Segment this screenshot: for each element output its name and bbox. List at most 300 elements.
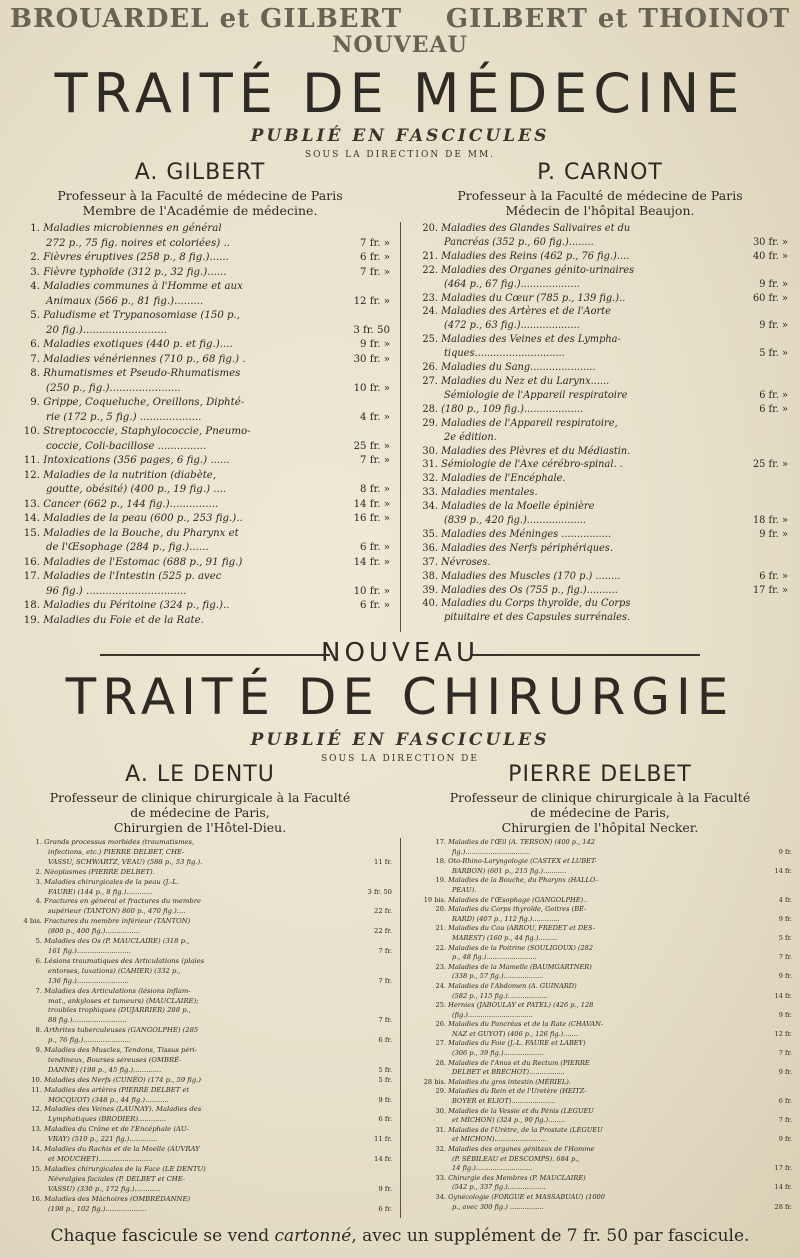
item-text: Névralgies faciales (P. DELBET et CHE- <box>48 1174 186 1183</box>
item-text: Arthrites tuberculeuses (GANGOLPHE) (285 <box>42 1026 199 1035</box>
item-text: Lésions traumatiques des Articulations (plaies <box>42 956 205 965</box>
medecine-right-director: P. CARNOT <box>537 160 663 185</box>
item-text: Maladies de l'Intestin (525 p. avec <box>40 571 222 582</box>
item-number: 26. <box>435 1020 446 1029</box>
item-text: Maladies du Crâne et de l'Encéphale (AU- <box>42 1125 189 1134</box>
medecine-list-left <box>12 222 390 628</box>
item-price: 9 fr. » <box>759 320 788 332</box>
list-item-line <box>410 417 788 431</box>
item-text: Maladies de la peau (600 p., 253 fig.).. <box>40 513 243 524</box>
list-item-line <box>12 382 390 397</box>
item-price: 4 fr. <box>778 895 792 904</box>
item-number: 6. <box>30 339 40 350</box>
item-text: VASSU, SCHWARTZ, VEAU) (588 p., 53 fig.). <box>48 857 203 866</box>
list-item <box>406 1145 792 1174</box>
list-item <box>410 361 788 375</box>
list-item-line <box>410 278 788 292</box>
item-number: 30. <box>435 1106 446 1115</box>
list-item <box>8 917 392 937</box>
item-price: 9 fr. <box>778 1068 792 1077</box>
list-item <box>410 570 788 584</box>
item-text: BOYER et ELIOT)..................... <box>452 1097 556 1106</box>
item-text: Maladies de l'Urètre, de la Prostate (LEGUEU <box>446 1125 603 1134</box>
item-price: 60 fr. » <box>752 292 788 304</box>
list-item-line <box>410 458 788 472</box>
item-price: 30 fr. » <box>752 236 788 248</box>
list-item-line <box>410 292 788 306</box>
list-item-line <box>406 972 792 982</box>
list-item-line <box>8 1036 392 1046</box>
list-item-line <box>12 483 390 498</box>
list-item <box>12 425 390 454</box>
list-item-line <box>410 431 788 445</box>
item-number: 26. <box>422 362 438 374</box>
list-item <box>410 417 788 445</box>
item-number: 25. <box>422 334 438 346</box>
list-item-line <box>410 486 788 500</box>
list-item-line <box>8 897 392 907</box>
item-text: (542 p., 337 fig.).................. <box>452 1183 546 1192</box>
item-text: MAREST) (160 p., 44 fig.)......... <box>452 933 558 942</box>
list-item-line <box>12 440 390 455</box>
item-text: Grippe, Coqueluche, Oreillons, Diphté- <box>40 397 245 408</box>
item-text: Maladies des Plèvres et du Médiastin. <box>438 445 631 457</box>
list-item-line <box>8 1205 392 1215</box>
item-number: 7. <box>35 986 42 995</box>
item-price: 14 fr. <box>374 1155 392 1163</box>
list-item-line <box>8 947 392 957</box>
item-text: Maladies chirurgicales de la peau (J.-L. <box>42 877 179 886</box>
item-number: 8. <box>30 368 40 379</box>
list-item-line <box>406 1020 792 1030</box>
list-item <box>8 1105 392 1125</box>
list-item <box>12 280 390 309</box>
item-text: Chirurgie des Membres (P. MAUCLAIRE) <box>446 1173 586 1182</box>
item-price: 3 fr. 50 <box>353 324 390 336</box>
list-item <box>410 403 788 417</box>
item-number: 27. <box>435 1039 446 1048</box>
item-number: 20. <box>435 905 446 914</box>
list-item <box>410 486 788 500</box>
item-number: 31. <box>422 459 438 471</box>
list-item-line <box>410 584 788 598</box>
list-item <box>406 838 792 857</box>
item-number: 12. <box>31 1105 42 1114</box>
item-price: 3 fr. 50 <box>367 887 392 896</box>
item-text: Maladies de la Moelle épinière <box>438 501 595 513</box>
item-text: rie (172 p., 5 fig.) ................... <box>46 411 202 423</box>
item-number: 9. <box>35 1046 42 1055</box>
list-item-line <box>12 425 390 440</box>
item-price: 7 fr. » <box>360 455 390 466</box>
chirurgie-left-affiliation: Professeur de clinique chirurgicale à la Faculté de médecine de Paris, Chirurgien de l'Hôtel-Dieu. <box>49 790 351 835</box>
list-item-line <box>8 1155 392 1165</box>
item-price: 9 fr. <box>778 914 792 923</box>
item-price: 6 fr. <box>378 1115 392 1124</box>
list-item-line <box>8 868 392 878</box>
column-divider <box>400 838 401 1218</box>
list-item <box>410 556 788 570</box>
item-text: Hernies (JABOULAY et PATEL) (426 p., 128 <box>446 1001 594 1010</box>
list-item <box>12 512 390 527</box>
item-price: 22 fr. <box>374 927 392 936</box>
item-number: 28. <box>422 403 438 415</box>
item-text: Maladies de la Vessie et du Pénis (LEGUEU <box>446 1106 594 1115</box>
list-item-line <box>406 1087 792 1097</box>
item-number: 15. <box>23 527 40 539</box>
list-item-line <box>406 1193 792 1203</box>
list-item-line <box>8 838 392 848</box>
item-text: PEAU). <box>452 885 477 894</box>
item-number: 40. <box>422 598 438 610</box>
item-number: 28. <box>435 1058 446 1067</box>
item-price: 14 fr. <box>774 1183 792 1192</box>
item-price: 5 fr. <box>378 1075 392 1084</box>
list-item <box>8 838 392 868</box>
item-number: 20. <box>422 223 438 234</box>
item-number: 8. <box>35 1026 42 1035</box>
item-number: 18. <box>435 857 446 866</box>
medecine-list-right <box>410 222 788 625</box>
list-item-line <box>12 585 390 600</box>
list-item-line <box>410 542 788 556</box>
item-text: Maladies de l'Estomac (688 p., 91 fig.) <box>40 556 243 568</box>
item-text: p., 76 fig.)...................... <box>48 1036 131 1045</box>
list-item-line <box>12 353 390 368</box>
list-item <box>410 500 788 528</box>
item-text: Maladies des Artères et de l'Aorte <box>438 306 611 318</box>
item-number: 33. <box>435 1173 446 1182</box>
item-price: 10 fr. » <box>353 585 390 597</box>
item-price: 7 fr. » <box>360 266 390 278</box>
chirurgie-title: TRAITÉ DE CHIRURGIE <box>65 668 735 726</box>
item-price: 4 fr. » <box>360 411 390 423</box>
item-price: 25 fr. » <box>752 459 788 471</box>
item-number: 23. <box>435 962 446 971</box>
list-item-line <box>410 611 788 625</box>
item-number: 2. <box>30 252 40 263</box>
list-item <box>12 353 390 368</box>
item-number: 1. <box>30 223 40 234</box>
item-text: Maladies de l'Appareil respiratoire, <box>438 417 618 429</box>
item-text: (250 p., fig.)...................... <box>46 382 181 394</box>
item-text: Maladies de l'Encéphale. <box>438 473 566 485</box>
list-item-line <box>8 907 392 917</box>
list-item-line <box>406 915 792 925</box>
item-price: 14 fr. <box>774 866 792 875</box>
list-item-line <box>8 1145 392 1155</box>
list-item <box>410 528 788 542</box>
item-text: Pancréas (352 p., 60 fig.)........ <box>444 236 594 248</box>
item-number: 10. <box>23 426 40 437</box>
item-number: 18. <box>23 600 40 611</box>
list-item-line <box>410 556 788 570</box>
item-text: Maladies chirurgicales de la Face (LE DENTU) <box>42 1164 206 1173</box>
item-number: 37. <box>422 556 438 568</box>
item-number: 19. <box>435 876 446 885</box>
list-item-line <box>8 1016 392 1026</box>
list-item-line <box>406 876 792 886</box>
list-item-line <box>406 1011 792 1021</box>
list-item <box>8 957 392 987</box>
list-item <box>406 924 792 943</box>
item-price: 40 fr. » <box>752 250 788 262</box>
list-item <box>410 472 788 486</box>
item-price: 17 fr. <box>774 1164 792 1173</box>
list-item-line <box>406 857 792 867</box>
list-item <box>12 367 390 396</box>
item-text: Maladies des Glandes Salivaires et du <box>438 223 631 234</box>
item-price: 6 fr. <box>778 1097 792 1106</box>
item-price: 28 fr. <box>774 1202 792 1211</box>
item-text: Sémiologie de l'Axe cérébro-spinal. . <box>438 459 623 471</box>
list-item-line <box>12 454 390 469</box>
item-price: 6 fr. » <box>759 389 788 401</box>
list-item-line <box>406 982 792 992</box>
list-item-line <box>406 848 792 858</box>
list-item <box>410 584 788 598</box>
list-item-line <box>406 1183 792 1193</box>
item-number: 34. <box>422 501 438 513</box>
list-item <box>406 1087 792 1106</box>
item-price: 9 fr. <box>378 1184 392 1193</box>
footer-note: Chaque fascicule se vend cartonné, avec un supplément de 7 fr. 50 par fascicule. <box>50 1226 750 1246</box>
list-item <box>8 897 392 917</box>
list-item <box>12 266 390 281</box>
list-item <box>12 338 390 353</box>
item-text: VASSU) (330 p., 172 fig.)............ <box>48 1184 161 1193</box>
column-divider <box>400 222 401 632</box>
item-text: 272 p., 75 fig. noires et coloriées) .. <box>46 237 230 249</box>
item-price: 25 fr. » <box>353 440 390 452</box>
list-item-line <box>410 597 788 611</box>
list-item <box>410 597 788 625</box>
list-item-line <box>406 1068 792 1078</box>
list-item-line <box>8 977 392 987</box>
item-text: (306 p., 39 fig.)................... <box>452 1049 544 1058</box>
item-price: 10 fr. » <box>353 382 390 394</box>
item-price: 7 fr. <box>378 976 392 985</box>
item-text: FAURE) (144 p., 8 fig.)............ <box>48 887 153 896</box>
list-item-line <box>8 1195 392 1205</box>
list-item-line <box>406 1078 792 1088</box>
item-text: Maladies des Nerfs périphériques. <box>438 542 613 554</box>
item-text: (198 p., 102 fig.)................... <box>48 1204 147 1213</box>
item-number: 6. <box>35 956 42 965</box>
item-text: Fractures en général et fractures du membre <box>42 897 201 906</box>
chirurgie-list-right <box>406 838 792 1212</box>
item-text: 20 fig.).......................... <box>46 324 167 336</box>
item-price: 22 fr. <box>374 907 392 916</box>
item-text: Maladies communes à l'Homme et aux <box>40 281 243 292</box>
item-price: 30 fr. » <box>353 353 390 365</box>
item-text: Maladies mentales. <box>438 487 538 499</box>
item-text: supérieur (TANTON) 860 p., 470 fig.).... <box>48 907 186 916</box>
item-price: 5 fr. <box>778 933 792 942</box>
list-item-line <box>12 570 390 585</box>
item-text: (fig.)............................... <box>452 1010 533 1019</box>
list-item-line <box>12 367 390 382</box>
item-number: 5. <box>30 310 40 321</box>
item-number: 31. <box>435 1125 446 1134</box>
item-number: 30. <box>422 445 438 457</box>
item-text: Maladies des Veines (LAUNAY). Maladies des <box>42 1105 202 1114</box>
item-text: Maladies du Corps thyroïde, du Corps <box>438 598 631 610</box>
list-item-line <box>406 896 792 906</box>
list-item <box>8 868 392 878</box>
list-item-line <box>12 512 390 527</box>
item-text: Maladies de la Poitrine (SOULIGOUX) (282 <box>446 943 594 952</box>
item-number: 17. <box>23 571 40 582</box>
list-item-line <box>410 500 788 514</box>
item-number: 19. <box>23 614 40 626</box>
item-number: 4 bis. <box>23 917 42 926</box>
list-item <box>8 1076 392 1086</box>
list-item <box>12 570 390 599</box>
list-item <box>410 250 788 264</box>
item-number: 11. <box>31 1085 42 1094</box>
item-price: 16 fr. » <box>353 513 390 524</box>
list-item-line <box>410 472 788 486</box>
item-price: 11 fr. <box>374 1135 392 1144</box>
list-item <box>8 1046 392 1076</box>
left-publisher: BROUARDEL et GILBERT <box>10 4 403 34</box>
item-number: 16. <box>23 556 40 568</box>
list-item-line <box>406 1097 792 1107</box>
item-text: coccie, Coli-bacillose ............... <box>46 440 207 452</box>
item-price: 9 fr. » <box>360 339 390 350</box>
item-text: Fièvre typhoïde (312 p., 32 fig.)...... <box>40 266 227 278</box>
item-text: fig.)............................... <box>452 847 531 856</box>
list-item-line <box>8 1165 392 1175</box>
item-price: 9 fr. <box>778 847 792 856</box>
list-item-line <box>8 848 392 858</box>
item-text: pituitaire et des Capsules surrénales. <box>444 612 631 624</box>
item-price: 6 fr. » <box>759 403 788 415</box>
list-item-line <box>8 1056 392 1066</box>
item-text: Maladies vénériennes (710 p., 68 fig.) . <box>40 353 246 365</box>
list-item-line <box>8 1185 392 1195</box>
item-text: et MICHON) (324 p., 90 fig.)........ <box>452 1116 565 1125</box>
chirurgie-right-director: PIERRE DELBET <box>508 762 692 787</box>
item-number: 12. <box>23 469 40 481</box>
item-text: p., 48 fig.)........................ <box>452 953 537 962</box>
list-item-line <box>8 1105 392 1115</box>
item-text: Grands processus morbides (traumatismes, <box>42 838 195 846</box>
list-item-line <box>406 1145 792 1155</box>
item-number: 29. <box>422 417 438 429</box>
list-item-line <box>406 886 792 896</box>
chirurgie-direction: SOUS LA DIRECTION DE <box>321 754 479 764</box>
item-text: Maladies des Reins (462 p., 76 fig.).... <box>438 250 630 262</box>
item-number: 13. <box>23 498 40 510</box>
item-text: Maladies de l'Œsophage (GANGOLPHE).. <box>446 895 588 904</box>
list-item-line <box>410 514 788 528</box>
item-text: Oto-Rhino-Laryngologie (CASTEX et LUBET- <box>446 857 597 866</box>
item-text: Maladies des Muscles, Tendons, Tissus péri- <box>42 1046 198 1055</box>
list-item <box>406 1107 792 1126</box>
list-item-line <box>410 347 788 361</box>
header-nouveau: NOUVEAU <box>332 32 468 58</box>
list-item-line <box>12 541 390 556</box>
list-item <box>410 222 788 250</box>
item-text: Maladies du Péritoine (324 p., fig.).. <box>40 600 230 611</box>
list-item-line <box>8 858 392 868</box>
list-item <box>12 469 390 498</box>
item-number: 29. <box>435 1087 446 1096</box>
item-price: 11 fr. <box>374 857 392 866</box>
list-item-line <box>406 1174 792 1184</box>
item-price: 6 fr. » <box>360 252 390 263</box>
list-item <box>12 222 390 251</box>
item-text: Maladies des Organes génito-urinaires <box>438 264 635 276</box>
item-number: 13. <box>31 1125 42 1134</box>
medecine-direction: SOUS LA DIRECTION DE MM. <box>304 150 496 160</box>
list-item-line <box>406 1164 792 1174</box>
item-price: 6 fr. » <box>759 570 788 582</box>
item-text: Maladies du Rachis et de la Moelle (AUVRAY <box>42 1145 200 1154</box>
item-text: Maladies de la Bouche, du Pharynx (HALLO- <box>446 876 598 885</box>
list-item <box>410 264 788 292</box>
item-text: et MICHON)......................... <box>452 1135 547 1144</box>
medecine-title: TRAITÉ DE MÉDECINE <box>54 62 746 125</box>
item-text: Maladies de l'Anus et du Rectum (PIERRE <box>446 1058 590 1067</box>
item-text: Gynécologie (FORGUE et MASSABUAU) (1000 <box>446 1192 605 1201</box>
list-item-line <box>8 917 392 927</box>
item-text: Fièvres éruptives (258 p., 8 fig.)...... <box>40 252 229 263</box>
item-number: 3. <box>30 266 40 278</box>
list-item-line <box>8 888 392 898</box>
list-item-line <box>8 1006 392 1016</box>
chirurgie-right-affiliation: Professeur de clinique chirurgicale à la Faculté de médecine de Paris, Chirurgien de l'hôpital Necker. <box>449 790 751 835</box>
list-item-line <box>12 309 390 324</box>
item-text: MOCQUOT) (348 p., 44 fig.)........... <box>48 1095 169 1104</box>
item-number: 15. <box>31 1164 42 1173</box>
list-item-line <box>8 1115 392 1125</box>
list-item <box>406 1078 792 1088</box>
item-text: Streptococcie, Staphylococcie, Pneumo- <box>40 426 251 437</box>
item-text: (180 p., 109 fig.)................... <box>438 403 584 415</box>
list-item-line <box>12 237 390 252</box>
medecine-subtitle: PUBLIÉ EN FASCICULES <box>250 126 550 146</box>
item-number: 22. <box>422 264 438 276</box>
list-item-line <box>406 934 792 944</box>
list-item <box>406 1020 792 1039</box>
item-number: 34. <box>435 1192 446 1201</box>
item-text: Maladies de l'Abdomen (A. GUINARD) <box>446 981 577 990</box>
item-number: 5. <box>35 937 42 946</box>
list-item-line <box>410 445 788 459</box>
item-text: tendineux, Bourses séreuses (OMBRÉ- <box>48 1055 182 1064</box>
list-item-line <box>8 1046 392 1056</box>
list-item <box>406 905 792 924</box>
chirurgie-left-director: A. LE DENTU <box>125 762 275 787</box>
item-price: 6 fr. » <box>360 600 390 611</box>
item-price: 9 fr. » <box>759 278 788 290</box>
list-item-line <box>410 570 788 584</box>
item-text: 96 fig.) ............................... <box>46 585 187 597</box>
item-text: Sémiologie de l'Appareil respiratoire <box>444 389 628 401</box>
list-item <box>12 614 390 629</box>
list-item-line <box>410 264 788 278</box>
item-number: 21. <box>422 250 438 262</box>
item-text: Maladies du Cœur (785 p., 139 fig.).. <box>438 292 626 304</box>
item-text: RARD) (407 p., 112 fig.)............. <box>452 914 560 923</box>
item-price: 18 fr. » <box>752 515 788 527</box>
chirurgie-subtitle: PUBLIÉ EN FASCICULES <box>250 730 550 750</box>
list-item <box>410 458 788 472</box>
list-item-line <box>12 266 390 281</box>
